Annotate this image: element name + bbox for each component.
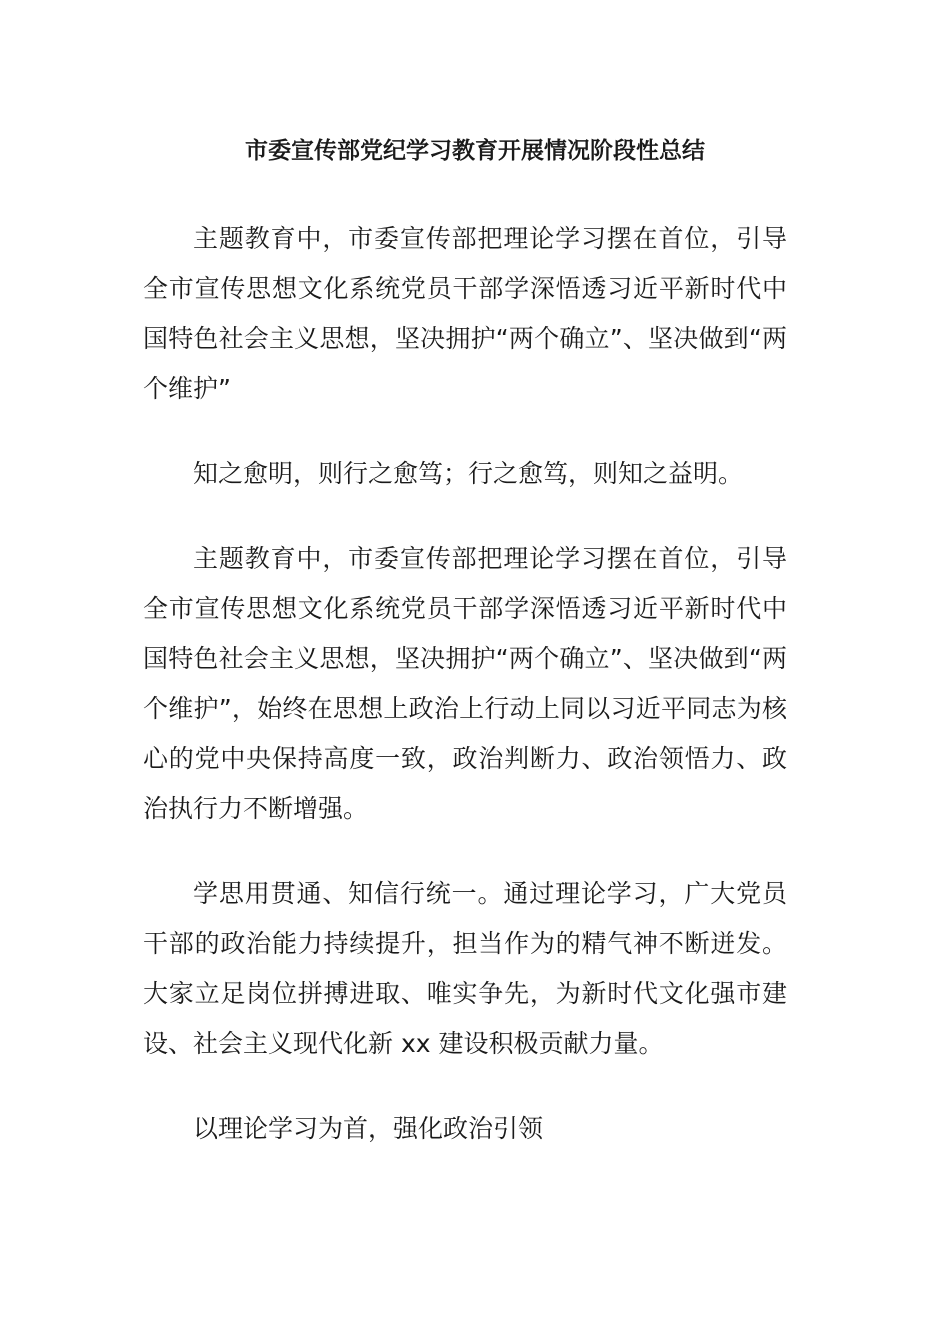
paragraph-3: 主题教育中，市委宣传部把理论学习摆在首位，引导全市宣传思想文化系统党员干部学深悟透习近平新时代中国特色社会主义思想，坚决拥护“两个确立”、坚决做到“两个维护”，始终在思想上政治上行动上同以习近平同志为核心的党中央保持高度一致，政治判断力、政治领悟力、政治执行力不断增强。 — [143, 544, 787, 823]
paragraph-4: 学思用贯通、知信行统一。通过理论学习，广大党员干部的政治能力持续提升，担当作为的精气神不断迸发。大家立足岗位拼搏进取、唯实争先，为新时代文化强市建设、社会主义现代化新 xx 建设积极贡献力量。 — [143, 879, 787, 1058]
paragraph-1: 主题教育中，市委宣传部把理论学习摆在首位，引导全市宣传思想文化系统党员干部学深悟透习近平新时代中国特色社会主义思想，坚决拥护“两个确立”、坚决做到“两个维护” — [143, 224, 787, 403]
paragraph-2: 知之愈明，则行之愈笃；行之愈笃，则知之益明。 — [193, 459, 744, 488]
paragraph-5: 以理论学习为首，强化政治引领 — [193, 1114, 544, 1143]
document-title: 市委宣传部党纪学习教育开展情况阶段性总结 — [245, 138, 705, 164]
document-body — [143, 214, 787, 1154]
